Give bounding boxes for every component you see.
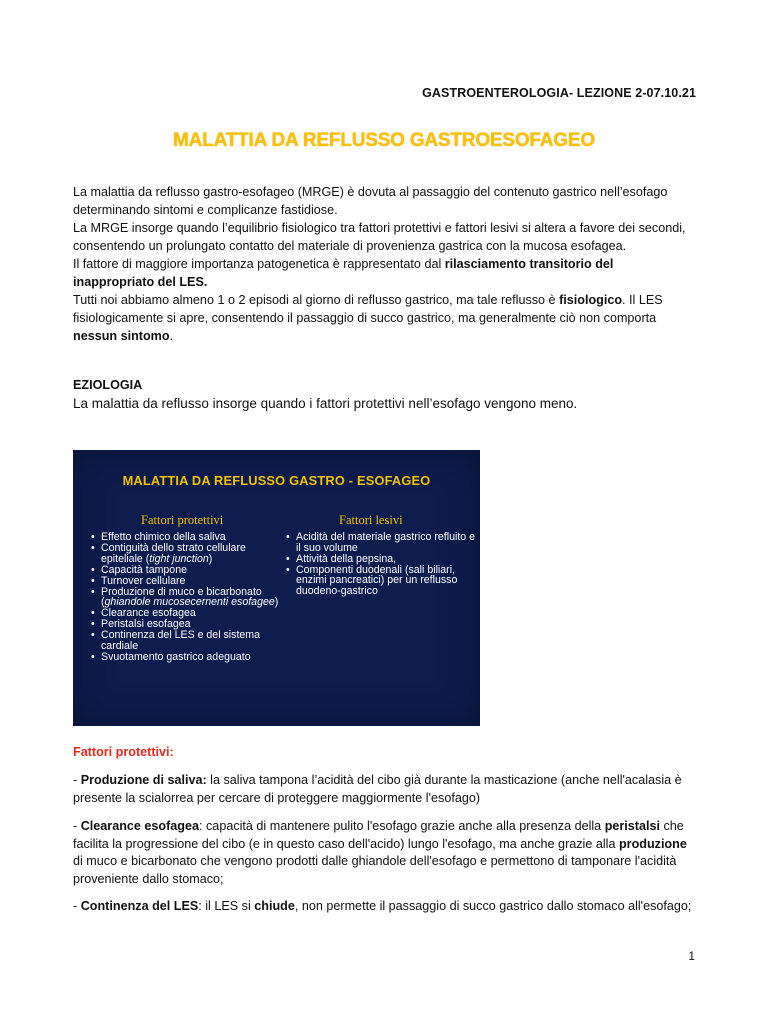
slide-left-item-italic: tight junction — [149, 552, 209, 565]
clearance-body-a: : capacità di mantenere pulito l'esofago grazie anche alla presenza della — [199, 819, 605, 833]
slide-left-item: • Effetto chimico della saliva — [91, 532, 286, 543]
dash: - — [73, 899, 81, 913]
saliva-paragraph — [73, 772, 698, 807]
dash: - — [73, 773, 81, 787]
slide-left-heading: Fattori protettivi — [141, 513, 224, 527]
slide-right-column — [286, 532, 476, 597]
intro-p4-bold-a: fisiologico — [559, 293, 623, 307]
page-title: MALATTIA DA REFLUSSO GASTROESOFAGEO — [173, 130, 595, 151]
slide-left-item: • Capacità tampone — [91, 565, 286, 576]
intro-p4-text-a: Tutti noi abbiamo almeno 1 o 2 episodi al giorno di reflusso gastrico, ma tale reflusso è — [73, 293, 560, 307]
slide-left-item: • Continenza del LES e del sistema cardiale — [91, 630, 286, 651]
slide-left-item: • Clearance esofagea — [91, 608, 286, 619]
slide-left-item-text: Contiguità dello strato cellulare epiteliale ( — [101, 542, 246, 565]
clearance-paragraph — [73, 818, 698, 888]
continenza-body-c: , non permette il passaggio di succo gastrico dallo stomaco all'esofago; — [294, 899, 692, 913]
page-number: 1 — [688, 949, 695, 963]
intro-p4-text-e: . — [169, 329, 174, 343]
slide-left-item — [91, 587, 286, 608]
slide-right-item: • Acidità del materiale gastrico refluito e il suo volume — [286, 532, 476, 553]
continenza-body-a: : il LES si — [198, 899, 255, 913]
slide-title: MALATTIA DA REFLUSSO GASTRO - ESOFAGEO — [122, 473, 431, 488]
slide-left-item-end: ) — [274, 596, 279, 608]
intro-section — [73, 183, 698, 345]
eziologia-heading: EZIOLOGIA — [73, 378, 143, 392]
intro-p3-bold: rilasciamento transitorio del inappropriato del LES. — [73, 257, 614, 289]
slide-left-column — [91, 532, 286, 663]
intro-paragraph-4 — [73, 291, 698, 345]
slide-right-item: • Componenti duodenali (sali biliari, enzimi pancreatici) per un reflusso duodeno-gastrico — [286, 565, 476, 597]
slide-left-item: • Svuotamento gastrico adeguato — [91, 652, 286, 663]
clearance-text — [73, 818, 698, 888]
clearance-label: Clearance esofagea — [80, 819, 200, 833]
lesson-header: GASTROENTEROLOGIA- LEZIONE 2-07.10.21 — [422, 86, 696, 100]
slide-left-item-italic: ghiandole mucosecernenti esofagee — [104, 596, 275, 608]
saliva-text — [73, 772, 698, 807]
slide-left-item-text: Produzione di muco e bicarbonato ( — [101, 585, 262, 608]
slide-left-item-end: ) — [208, 552, 213, 565]
intro-p3-text: Il fattore di maggiore importanza patogenetica è rappresentato dal — [73, 257, 445, 271]
intro-p4-text-c: . Il LES fisiologicamente si apre, consentendo il passaggio di succo gastrico, ma generalmente ciò non comporta — [73, 293, 663, 325]
continenza-bold-chiude: chiude — [254, 899, 295, 913]
protective-factors-heading: Fattori protettivi: — [73, 745, 174, 759]
slide-left-item: • Peristalsi esofagea — [91, 619, 286, 630]
saliva-body: la saliva tampona l’acidità del cibo già durante la masticazione (anche nell'acalasia è presente la scialorrea per cercare di proteggere maggiormente l'esofago) — [73, 773, 682, 805]
clearance-bold-produzione: produzione — [618, 836, 687, 851]
saliva-label: Produzione di saliva: — [80, 773, 207, 787]
slide-right-item: • Attività della pepsina, — [286, 554, 476, 565]
continenza-text — [73, 898, 698, 916]
clearance-body-c: che facilita la progressione del cibo (e in questo caso dell'acido) lungo l'esofago, ma anche grazie alla — [73, 819, 684, 851]
intro-p4-bold-b: nessun sintomo — [73, 329, 170, 343]
slide-right-heading: Fattori lesivi — [339, 513, 403, 527]
intro-paragraph-3 — [73, 255, 698, 291]
dash: - — [73, 819, 81, 833]
clearance-body-e: di muco e bicarbonato che vengono prodotti dalle ghiandole dell'esofago e permettono di tamponare l'acidità proveniente dallo stomaco; — [73, 854, 677, 886]
intro-paragraph-2: La MRGE insorge quando l’equilibrio fisiologico tra fattori protettivi e fattori lesivi si altera a favore dei secondi, consentendo un prolungato contatto del materiale di provenienza gastrica con la mucosa esofagea. — [73, 221, 686, 253]
intro-paragraph-1: La malattia da reflusso gastro-esofageo (MRGE) è dovuta al passaggio del contenuto gastrico nell’esofago determinando sintomi e complicanze fastidiose. — [73, 185, 668, 217]
slide-left-item — [91, 543, 286, 564]
continenza-label: Continenza del LES — [80, 899, 199, 913]
continenza-paragraph — [73, 898, 698, 916]
eziologia-text: La malattia da reflusso insorge quando i fattori protettivi nell’esofago vengono meno. — [73, 396, 578, 411]
slide-left-item: • Turnover cellulare — [91, 576, 286, 587]
embedded-slide-image — [73, 450, 480, 726]
clearance-bold-peristalsi: peristalsi — [604, 819, 660, 833]
